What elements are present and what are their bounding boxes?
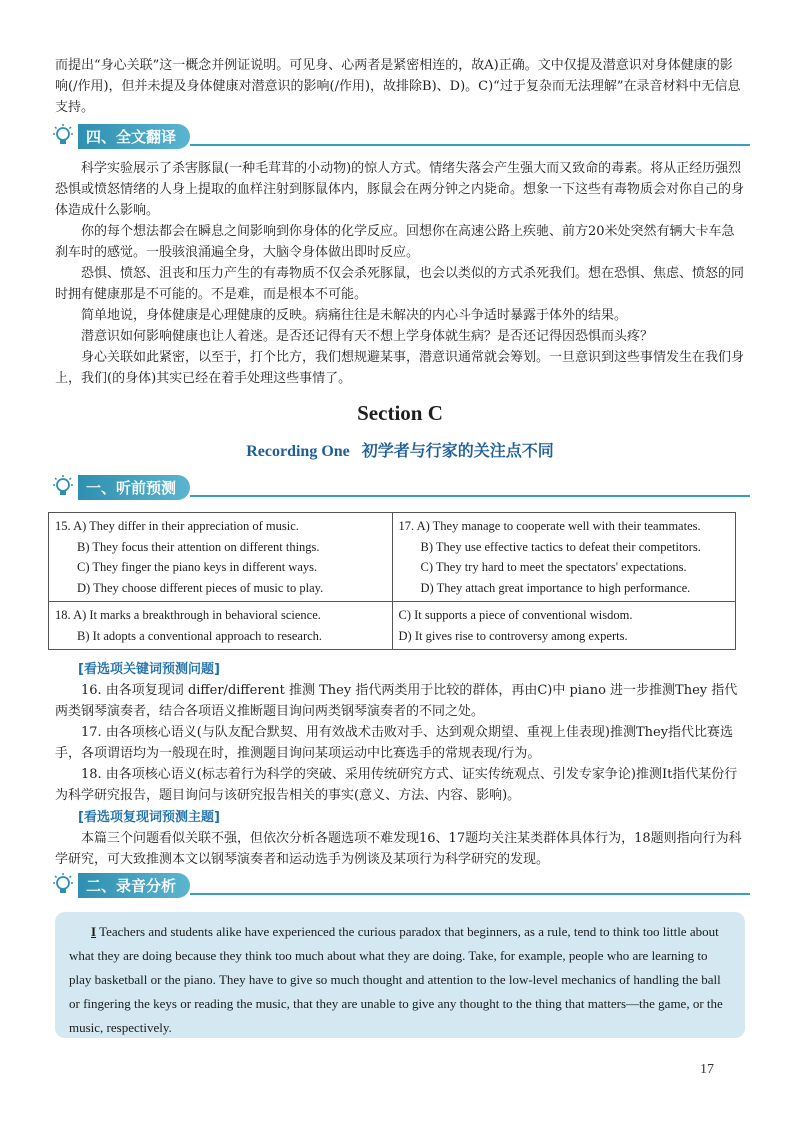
lightbulb-icon (50, 474, 76, 500)
recording-paragraph (55, 912, 745, 1040)
analysis-18: 18. 由各项核心语义(标志着行为科学的突破、采用传统研究方式、证实传统观点、引发专家争论)推测It指代某份行为科学研究报告，题目询问与该研究报告相关的事实(意义、方法、内容、影响)。 (55, 767, 738, 803)
question-18-right (392, 602, 736, 650)
translation-paragraph-3: 恐惧、愤怒、沮丧和压力产生的有毒物质不仅会杀死豚鼠，也会以类似的方式杀死我们。想在恐惧、焦虑、愤怒的同时拥有健康那是不可能的。不是难，而是根本不可能。 (55, 266, 745, 302)
analysis-16: 16. 由各项复现词 differ/different 推测 They 指代两类用于比较的群体，再由C)中 piano 进一步推测They 指代两类钢琴演奏者，结合各项语义推断题目询问两类钢琴演奏者的不同之处。 (55, 683, 738, 719)
q18-option-a: 18. A) It marks a breakthrough in behavioral science. (55, 608, 321, 622)
top-paragraph: 而提出“身心关联”这一概念并例证说明。可见身、心两者是紧密相连的，故A)正确。文中仅提及潜意识对身体健康的影响(/作用)，但并未提及身体健康对潜意识的影响(/作用)，故排除B)、D)。C)“过于复杂而无法理解”在录音材料中无信息支持。 (55, 58, 741, 115)
q15-option-d: D) They choose different pieces of music to play. (77, 580, 324, 595)
translation-paragraph-5: 潜意识如何影响健康也让人着迷。是否还记得有天不想上学身体就生病？是否还记得因恐惧而头疼？ (81, 329, 654, 344)
recording-title (0, 438, 800, 461)
q17-option-c: C) They try hard to meet the spectators' expectations. (420, 560, 687, 574)
q15-option-a: 15. A) They differ in their appreciation of music. (55, 519, 299, 533)
page-number: 17 (700, 1062, 714, 1077)
question-18-left (49, 602, 393, 650)
section-heading-label: 一、听前预测 (78, 475, 190, 500)
q18-option-c: C) It supports a piece of conventional wisdom. (398, 608, 633, 622)
question-17 (392, 513, 736, 602)
translation-paragraph-4: 简单地说，身体健康是心理健康的反映。病痛往往是未解决的内心斗争适时暴露于体外的结果。 (81, 308, 628, 323)
analysis-17: 17. 由各项核心语义(与队友配合默契、用有效战术击败对手、达到观众期望、重视上佳表现)推测They指代比赛选手，各项谓语均为一般现在时，推测题目询问某项运动中比赛选手的常规表现/行为。 (55, 725, 734, 761)
recording-text-box (55, 912, 745, 1038)
section-heading-prelisten (50, 474, 750, 500)
recording-label: Recording One (246, 443, 350, 460)
heading-rule (190, 893, 750, 895)
q18-option-d: D) It gives rise to controversy among experts. (398, 628, 628, 643)
recording-text: Teachers and students alike have experienced the curious paradox that beginners, as a rule, tend to think too little about what they are doing because they think too much about what they are doing. Take, for example, people who are learning to play basketball or the piano. They have to give so much thought and attention to the low-level mechanics of handling the ball or fingering the keys or reading the music, that they are unable to give any thought to the thing that matters—the game, or the music, respectively. (69, 924, 723, 1035)
question-15 (49, 513, 393, 602)
lightbulb-icon (50, 872, 76, 898)
recording-topic: 初学者与行家的关注点不同 (361, 443, 554, 460)
heading-rule (190, 144, 750, 146)
q15-option-c: C) They finger the piano keys in different ways. (77, 560, 318, 574)
topic-heading: [看选项复现词预测主题] (78, 810, 220, 825)
q17-option-b: B) They use effective tactics to defeat their competitors. (420, 539, 701, 554)
translation-paragraph-1: 科学实验展示了杀害豚鼠(一种毛茸茸的小动物)的惊人方式。情绪失落会产生强大而又致命的毒素。将从正经历强烈恐惧或愤怒情绪的人身上提取的血样注射到豚鼠体内，豚鼠会在两分钟之内毙命。想象一下这些有毒物质会对你自己的身体造成什么影响。 (55, 161, 745, 218)
section-heading-analysis (50, 872, 750, 898)
options-table (48, 512, 736, 650)
q17-option-a: 17. A) They manage to cooperate well with their teammates. (398, 519, 701, 533)
translation-paragraph-2: 你的每个想法都会在瞬息之间影响到你身体的化学反应。回想你在高速公路上疾驰、前方20米处突然有辆大卡车急刹车时的感觉。一股骇浪涌遍全身，大脑令身体做出即时反应。 (55, 224, 735, 260)
keyword-heading: [看选项关键词预测问题] (78, 662, 220, 677)
q18-option-b: B) It adopts a conventional approach to research. (77, 628, 323, 643)
q15-option-b: B) They focus their attention on different things. (77, 539, 320, 554)
topic-paragraph: 本篇三个问题看似关联不强，但依次分析各题选项不难发现16、17题均关注某类群体具体行为，18题则指向行为科学研究，可大致推测本文以钢琴演奏者和运动选手为例谈及某项行为科学研究的发现。 (55, 831, 742, 867)
section-heading-label: 二、录音分析 (78, 873, 190, 898)
section-heading-translation (50, 123, 750, 149)
q17-option-d: D) They attach great importance to high performance. (420, 580, 691, 595)
lightbulb-icon (50, 123, 76, 149)
paragraph-roman-numeral: I (91, 924, 97, 939)
translation-paragraph-6: 身心关联如此紧密，以至于，打个比方，我们想规避某事，潜意识通常就会筹划。一旦意识到这些事情发生在我们身上，我们(的身体)其实已经在着手处理这些事情了。 (55, 350, 745, 386)
section-heading-label: 四、全文翻译 (78, 124, 190, 149)
section-c-title: Section C (357, 401, 443, 425)
heading-rule (190, 495, 750, 497)
